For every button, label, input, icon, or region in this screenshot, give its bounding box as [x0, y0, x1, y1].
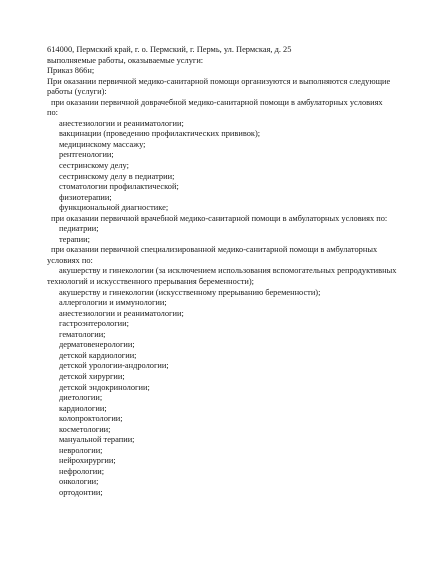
list-item: акушерству и гинекологии (за исключением использования вспомогательных репродуктивных	[59, 266, 397, 276]
list-item: функциональной диагностике;	[59, 203, 169, 213]
list-item: анестезиологии и реаниматологии;	[59, 308, 184, 318]
list-item: косметологии;	[59, 424, 111, 434]
section3-heading-line-1: при оказании первичной специализированной медико-санитарной помощи в амбулаторных	[51, 245, 378, 255]
list-item: онкологии;	[59, 477, 99, 487]
document-body	[47, 45, 409, 499]
section3-heading-line-2: условиях по:	[47, 255, 93, 265]
list-item: физиотерапии;	[59, 192, 112, 202]
section1-heading-line-1: при оказании первичной доврачебной медико-санитарной помощи в амбулаторных условиях	[51, 97, 383, 107]
list-item: детской урологии-андрологии;	[59, 361, 169, 371]
section1-heading-line-2: по:	[47, 108, 58, 118]
list-item: аллергологии и иммунологии;	[59, 298, 167, 308]
list-item: гастроэнтерологии;	[59, 319, 129, 329]
list-item: нефрологии;	[59, 466, 105, 476]
list-item: мануальной терапии;	[59, 435, 135, 445]
list-item: акушерству и гинекологии (искусственному прерыванию беременности);	[59, 287, 321, 297]
works-heading: выполняемые работы, оказываемые услуги:	[47, 55, 204, 65]
list-item: диетологии;	[59, 393, 103, 403]
list-item: ортодонтии;	[59, 487, 103, 497]
list-item: дерматовенерологии;	[59, 340, 135, 350]
list-item: гематологии;	[59, 329, 106, 339]
list-item: детской хирургии;	[59, 371, 125, 381]
list-item: вакцинации (проведению профилактических прививок);	[59, 129, 261, 139]
list-item: неврологии;	[59, 445, 103, 455]
list-item: детской кардиологии;	[59, 350, 137, 360]
list-item: рентгенологии;	[59, 150, 114, 160]
list-item: сестринскому делу;	[59, 161, 129, 171]
address-line: 614000, Пермский край, г. о. Пермский, г. Пермь, ул. Пермская, д. 25	[47, 45, 292, 54]
order-line: Приказ 866н;	[47, 66, 95, 76]
list-item: нейрохирургии;	[59, 456, 116, 466]
list-item: анестезиологии и реаниматологии;	[59, 118, 184, 128]
list-item: детской эндокринологии;	[59, 382, 150, 392]
list-item: колопроктологии;	[59, 414, 123, 424]
list-item: педиатрии;	[59, 224, 99, 234]
list-item-continuation: технологий и искусственного прерывания беременности);	[47, 277, 254, 287]
intro-line-2: работы (услуги):	[47, 87, 107, 97]
list-item: медицинскому массажу;	[59, 139, 146, 149]
list-item: терапии;	[59, 234, 90, 244]
section2-heading: при оказании первичной врачебной медико-санитарной помощи в амбулаторных условиях по:	[51, 213, 388, 223]
intro-line-1: При оказании первичной медико-санитарной помощи организуются и выполняются следующие	[47, 76, 391, 86]
list-item: кардиологии;	[59, 403, 107, 413]
list-item: сестринскому делу в педиатрии;	[59, 171, 175, 181]
list-item: стоматологии профилактической;	[59, 182, 179, 192]
